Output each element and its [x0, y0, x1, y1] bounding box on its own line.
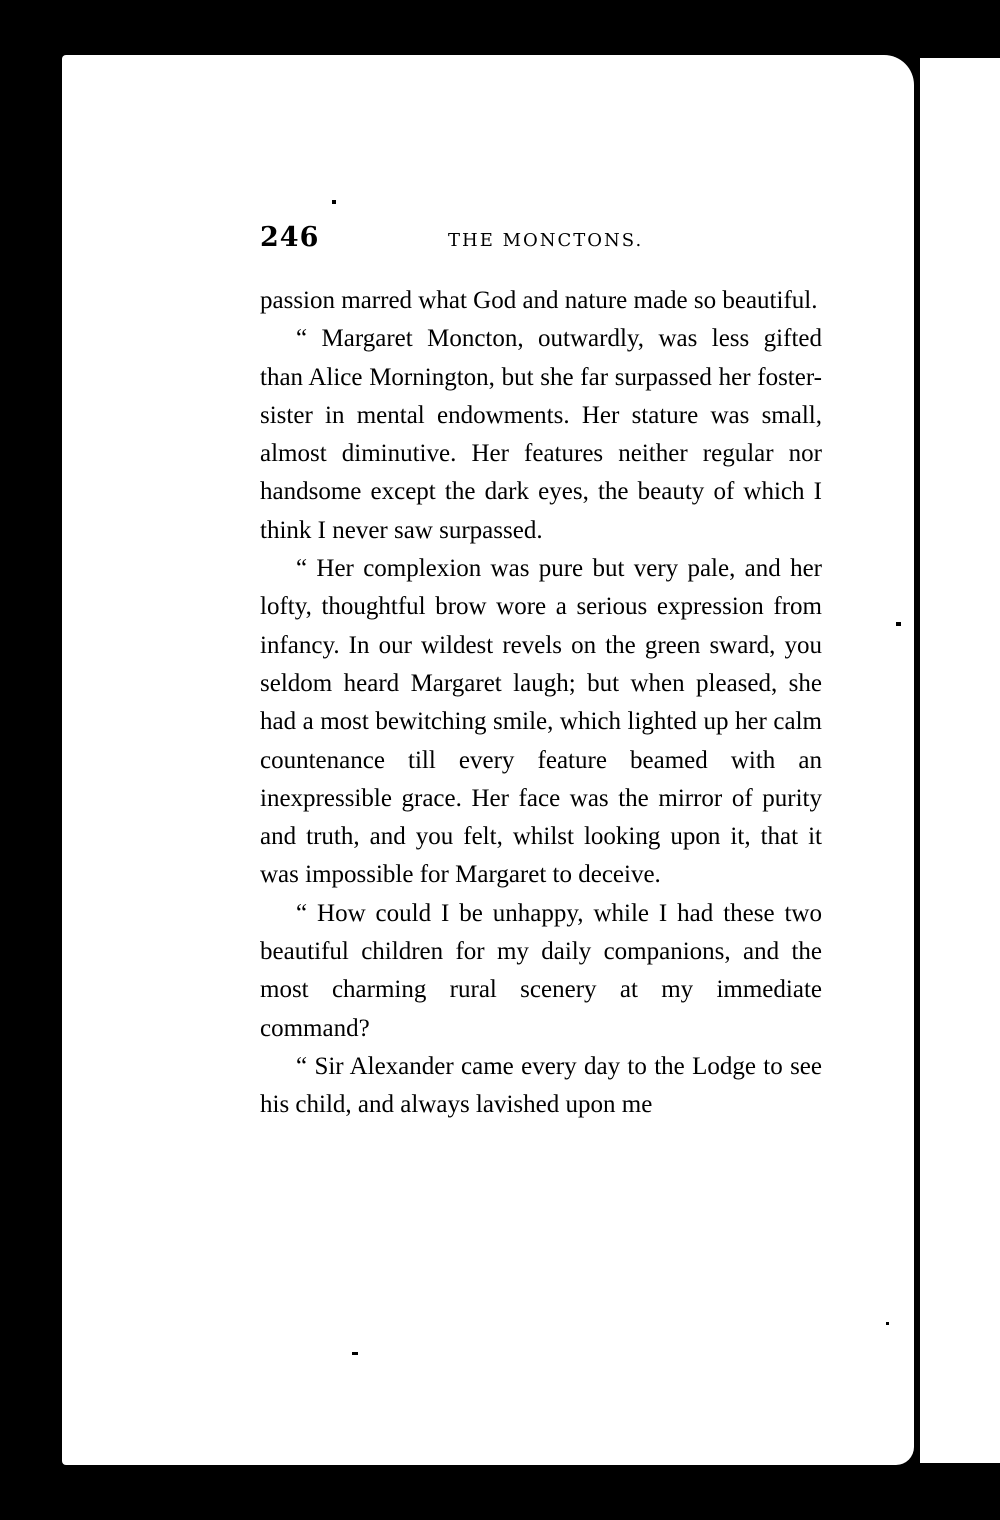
paragraph: “ How could I be unhappy, while I had these two beautiful children for my daily companions, and the most charming rural scenery at my immediate command? — [260, 899, 822, 1042]
running-title: THE MONCTONS. — [448, 230, 644, 251]
scan-speck — [886, 1322, 889, 1325]
scan-speck — [896, 622, 901, 626]
binding-edge-line — [40, 70, 42, 1450]
scan-speck — [332, 200, 336, 204]
paragraph: “ Her complexion was pure but very pale, and her lofty, thoughtful brow wore a serious expression from infancy. In our wildest revels on the green sward, you seldom heard Margaret laugh; but when pleased, she had a most bewitching smile, which lighted up her calm countenance till every feature beamed with an inexpressible grace. Her face was the mirror of purity and truth, and you felt, whilst looking upon it, that it was impossible for Margaret to deceive. — [260, 555, 822, 889]
binding-edge-line — [48, 70, 52, 1450]
paragraph: “ Sir Alexander came every day to the Lodge to see his child, and always lavished upon me — [260, 1052, 822, 1119]
paragraph: passion marred what God and nature made so beautiful. — [260, 287, 818, 314]
page-number: 246 — [260, 222, 320, 253]
paragraph: “ Margaret Moncton, outwardly, was less gifted than Alice Mornington, but she far surpassed her foster-sister in mental endowments. Her stature was small, almost diminutive. Her features neither regular nor handsome except the dark eyes, the beauty of which I think I never saw surpassed. — [260, 325, 822, 544]
binding-edge-line — [32, 70, 35, 1450]
adjacent-page-edge — [920, 58, 1000, 1463]
body-text — [260, 282, 822, 1125]
scan-speck — [352, 1352, 358, 1355]
binding-edge-line — [56, 70, 59, 1450]
page-header — [260, 222, 820, 262]
